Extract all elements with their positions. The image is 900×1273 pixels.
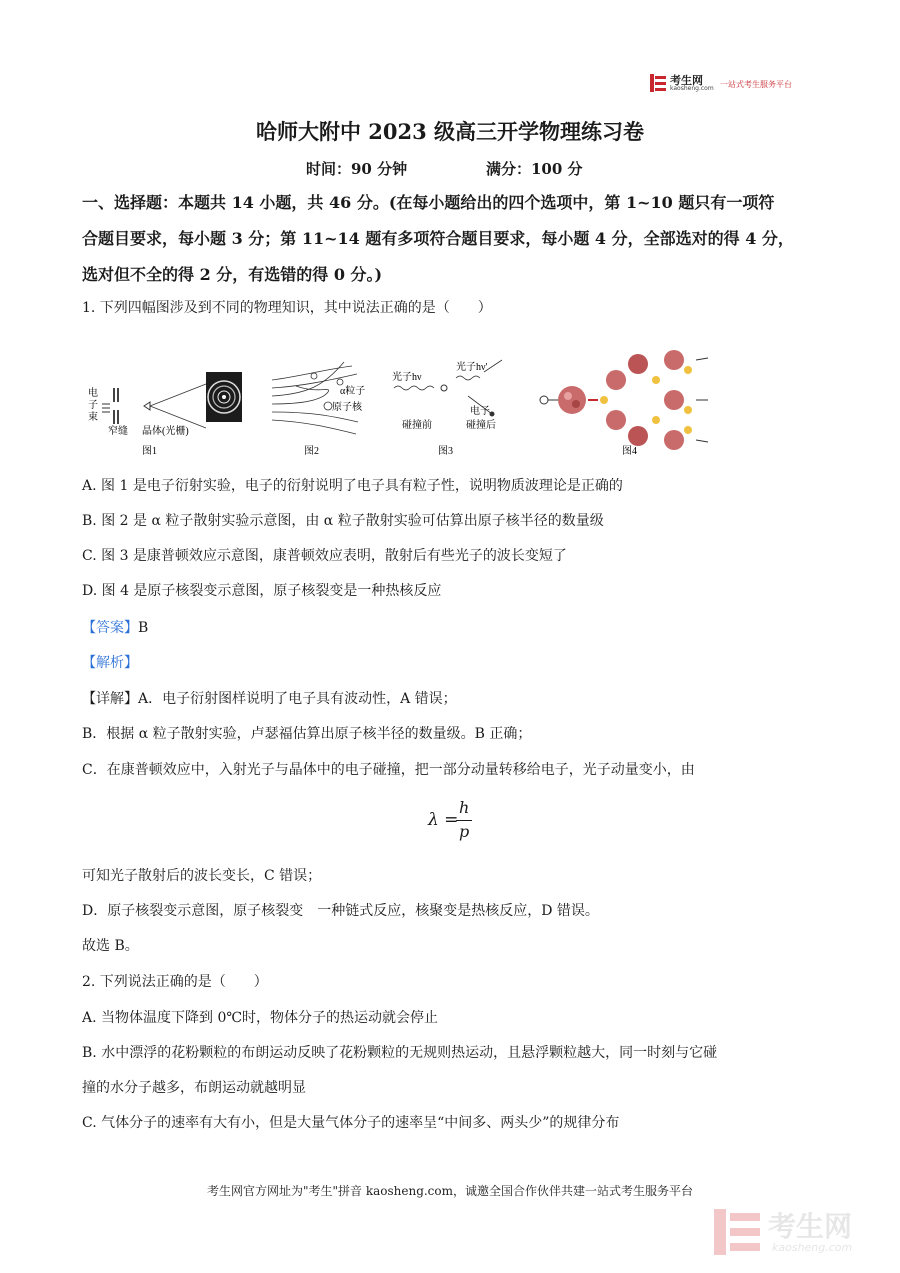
q2-option-b-line2: 撞的水分子越多，布朗运动就越明显 <box>82 1080 306 1096</box>
fig1-beam-label: 电 <box>88 388 98 399</box>
kaosheng-logo-icon <box>650 74 666 92</box>
watermark <box>712 1203 882 1261</box>
watermark-domain: kaosheng.com <box>772 1241 853 1254</box>
q1-detail-c2: 可知光子散射后的波长变长，C 错误； <box>82 868 322 884</box>
fig1-beam-label-2: 子 <box>88 400 98 411</box>
watermark-logo-icon <box>712 1207 762 1257</box>
q1-detail-a <box>82 689 842 709</box>
fig1-beam-label-3: 束 <box>88 412 98 423</box>
figure-4-nuclear-fission <box>540 350 708 450</box>
logo-name: 考生网 <box>670 74 703 87</box>
fig3-photon-out-label: 光子hν' <box>456 362 488 373</box>
q1-option-a: A. 图 1 是电子衍射实验，电子的衍射说明了电子具有粒子性，说明物质波理论是正确的 <box>82 478 623 494</box>
section-heading-line2: 合题目要求，每小题 3 分；第 11~14 题有多项符合题目要求，每小题 4 分，全部选对的得 4 分， <box>82 229 794 248</box>
fig1-crystal-label: 晶体(光栅) <box>142 426 189 437</box>
fig1-caption: 图1 <box>142 446 157 457</box>
section-heading-line1: 一、选择题：本题共 14 小题，共 46 分。(在每小题给出的四个选项中，第 1~10 题只有一项符 <box>82 193 775 212</box>
q1-conclusion: 故选 B。 <box>82 938 139 954</box>
q1-option-c: C. 图 3 是康普顿效应示意图，康普顿效应表明，散射后有些光子的波长变短了 <box>82 548 567 564</box>
q1-detail-b: B．根据 α 粒子散射实验，卢瑟福估算出原子核半径的数量级。B 正确； <box>82 726 532 742</box>
analysis-tag: 【解析】 <box>82 655 138 671</box>
answer-value: B <box>138 620 149 636</box>
q2-option-a: A. 当物体温度下降到 0℃时，物体分子的热运动就会停止 <box>82 1010 439 1026</box>
q1-option-b: B. 图 2 是 α 粒子散射实验示意图，由 α 粒子散射实验可估算出原子核半径的数量级 <box>82 513 604 529</box>
lambda-formula <box>428 798 488 844</box>
figure-2-alpha-scattering <box>272 362 358 434</box>
detail-tag: 【详解】 <box>82 691 138 707</box>
fig3-before-label: 碰撞前 <box>402 420 432 431</box>
exam-time: 时间：90 分钟 <box>306 160 408 178</box>
logo-slogan: 一站式考生服务平台 <box>720 80 792 89</box>
section-heading-line3: 选对但不全的得 2 分，有选错的得 0 分。) <box>82 265 383 284</box>
formula-denominator: p <box>459 822 470 841</box>
watermark-name: 考生网 <box>768 1210 853 1243</box>
fig3-caption: 图3 <box>438 446 453 457</box>
figure-1-electron-diffraction <box>102 372 242 428</box>
logo-domain: kaosheng.com <box>670 85 714 92</box>
fig4-caption: 图4 <box>622 446 637 457</box>
formula-fraction-bar <box>456 820 472 821</box>
fig2-nucleus-label: 原子核 <box>332 402 362 413</box>
formula-numerator: h <box>459 798 470 817</box>
q2-option-c: C. 气体分子的速率有大有小，但是大量气体分子的速率呈“中间多、两头少”的规律分布 <box>82 1115 620 1131</box>
q1-detail-c: C．在康普顿效应中，入射光子与晶体中的电子碰撞，把一部分动量转移给电子，光子动量变小，由 <box>82 762 695 778</box>
q2-option-b-line1: B. 水中漂浮的花粉颗粒的布朗运动反映了花粉颗粒的无规则热运动，且悬浮颗粒越大，同一时刻与它碰 <box>82 1045 718 1061</box>
fig1-slit-label: 窄缝 <box>108 426 128 437</box>
formula-lhs: λ = <box>428 810 459 830</box>
answer-tag: 【答案】 <box>82 620 138 636</box>
q1-stem: 1. 下列四幅图涉及到不同的物理知识，其中说法正确的是（ ） <box>82 300 492 316</box>
q1-answer-line <box>82 618 842 638</box>
fig3-after-label: 碰撞后 <box>466 420 496 431</box>
q2-stem: 2. 下列说法正确的是（ ） <box>82 974 268 990</box>
detail-a-text: A．电子衍射图样说明了电子具有波动性，A 错误； <box>138 691 457 707</box>
q1-detail-d: D．原子核裂变示意图，原子核裂变 一种链式反应，核聚变是热核反应，D 错误。 <box>82 903 599 919</box>
fig3-electron-after-label: 电子 <box>470 406 490 417</box>
q1-figures <box>82 336 722 462</box>
exam-score: 满分：100 分 <box>486 160 583 178</box>
header-logo <box>650 72 820 96</box>
page-footer: 考生网官方网址为"考生"拼音 kaosheng.com，诚邀全国合作伙伴共建一站式考生服务平台 <box>206 1184 694 1198</box>
fig2-caption: 图2 <box>304 446 319 457</box>
page-title: 哈师大附中 2023 级高三开学物理练习卷 <box>255 119 645 144</box>
q1-option-d: D. 图 4 是原子核裂变示意图，原子核裂变是一种热核反应 <box>82 583 442 599</box>
fig3-photon-in-label: 光子hν <box>392 372 422 383</box>
fig2-alpha-label: α粒子 <box>340 386 366 397</box>
